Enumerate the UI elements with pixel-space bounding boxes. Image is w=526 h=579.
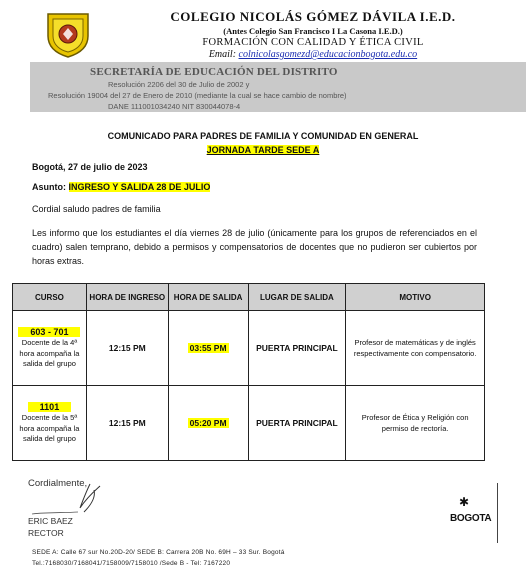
resolution-line-2: Resolución 19004 del 27 de Enero de 2010 (mediante la cual se hace cambio de nombre) [48, 91, 347, 100]
signer-title: RECTOR [28, 528, 64, 538]
schedule-table [12, 283, 485, 461]
cell-ingreso: 12:15 PM [86, 311, 168, 386]
school-crest-logo [44, 10, 92, 58]
body-paragraph: Les informo que los estudiantes el día viernes 28 de julio (únicamente para los grupos de referenciados en el cuadro) salen temprano, debido a permisos y compensatorios de docentes que no pudieron ser cubiertos por horas extras. [32, 228, 477, 266]
salida-time: 05:20 PM [189, 418, 227, 428]
school-motto: FORMACIÓN CON CALIDAD Y ÉTICA CIVIL [202, 37, 424, 48]
cell-lugar: PUERTA PRINCIPAL [248, 386, 346, 461]
header-lugar-salida: LUGAR DE SALIDA [248, 284, 346, 311]
bogota-logo: BOGOTA [450, 513, 492, 524]
closing-text: Cordialmente, [28, 478, 88, 489]
footer-divider [497, 483, 498, 543]
cell-curso [13, 386, 87, 461]
asunto-line [32, 182, 210, 192]
school-former-name: (Antes Colegio San Francisco I La Casona I.E.D.) [223, 26, 403, 36]
signer-name: ERIC BAEZ [28, 516, 73, 526]
sede-phones: Tel.:7168030/7168041/7158009/7158010 /Sede B - Tel: 7167220 [32, 560, 231, 567]
secretaria-title: SECRETARÍA DE EDUCACIÓN DEL DISTRITO [90, 66, 338, 78]
school-email-line [100, 49, 526, 60]
curso-code: 603 - 701 [18, 327, 80, 337]
cell-motivo: Profesor de Ética y Religión con permiso de rectoría. [346, 386, 485, 461]
cell-curso [13, 311, 87, 386]
school-header [100, 9, 526, 60]
salida-time: 03:55 PM [189, 343, 227, 353]
cell-lugar: PUERTA PRINCIPAL [248, 311, 346, 386]
communique-title: COMUNICADO PARA PADRES DE FAMILIA Y COMUNIDAD EN GENERAL [107, 131, 419, 141]
curso-desc: Docente de la 5ª hora acompaña la salida del grupo [19, 413, 80, 444]
table-row [13, 386, 485, 461]
document-date: Bogotá, 27 de julio de 2023 [32, 162, 148, 172]
table-header-row [13, 284, 485, 311]
cell-ingreso: 12:15 PM [86, 386, 168, 461]
greeting: Cordial saludo padres de familia [32, 204, 161, 214]
sede-address: SEDE A: Calle 67 sur No.20D-20/ SEDE B: Carrera 20B No. 69H – 33 Sur. Bogotá [32, 549, 285, 556]
header-curso: CURSO [13, 284, 87, 311]
cell-salida [168, 311, 248, 386]
bogota-star-icon: ✱ [459, 495, 470, 509]
school-name: COLEGIO NICOLÁS GÓMEZ DÁVILA I.E.D. [170, 9, 456, 24]
jornada-text: JORNADA TARDE SEDE A [206, 145, 320, 155]
header-hora-ingreso: HORA DE INGRESO [86, 284, 168, 311]
asunto-text: INGRESO Y SALIDA 28 DE JULIO [68, 182, 211, 192]
secretaria-band [30, 62, 526, 112]
asunto-label: Asunto: [32, 182, 66, 192]
table-row [13, 311, 485, 386]
header-motivo: MOTIVO [346, 284, 485, 311]
curso-code: 1101 [28, 402, 72, 412]
resolution-line-1: Resolución 2206 del 30 de Julio de 2002 y [108, 80, 250, 89]
curso-desc: Docente de la 4ª hora acompaña la salida del grupo [19, 338, 80, 369]
jornada-line [0, 145, 526, 155]
cell-motivo: Profesor de matemáticas y de inglés respectivamente con compensatorio. [346, 311, 485, 386]
email-link[interactable]: colnicolasgomezd@educacionbogota.edu.co [238, 49, 418, 60]
header-hora-salida: HORA DE SALIDA [168, 284, 248, 311]
dane-nit-line: DANE 111001034240 NIT 830044078-4 [108, 102, 241, 111]
email-label: Email: [208, 49, 237, 60]
cell-salida [168, 386, 248, 461]
